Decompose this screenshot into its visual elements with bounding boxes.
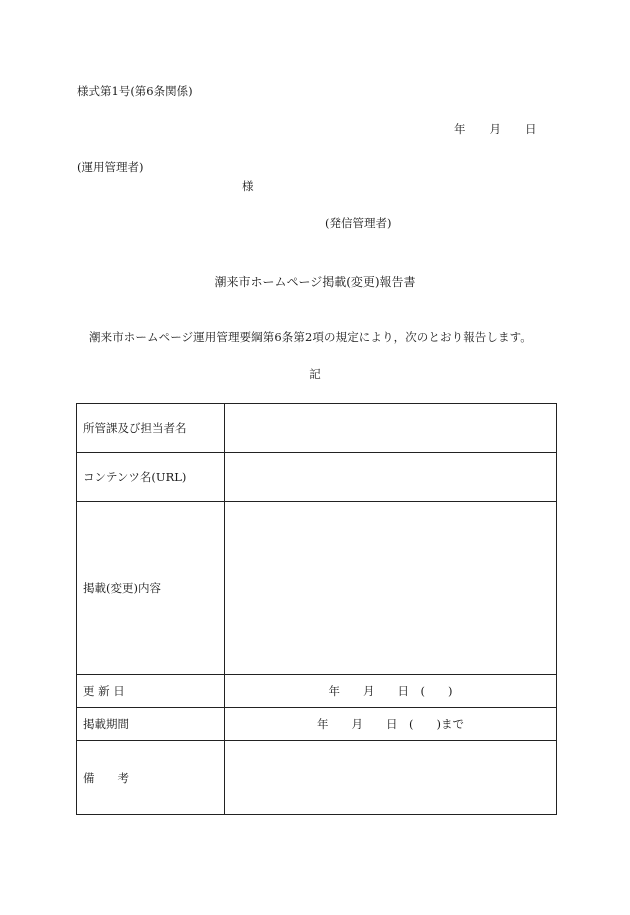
value-department-contact: [225, 404, 557, 453]
value-posting-period: 年 月 日 ( )まで: [225, 708, 557, 741]
document-title: 潮来市ホームページ掲載(変更)報告書: [214, 275, 416, 289]
date-month: 月: [489, 122, 501, 136]
date-day: 日: [525, 122, 537, 136]
intro-text: 潮来市ホームページ運用管理要綱第6条第2項の規定により，次のとおり報告します。: [89, 330, 532, 344]
honorific: 様: [242, 179, 254, 193]
label-content-details: 掲載(変更)内容: [77, 502, 225, 675]
table-row-posting-period: [77, 708, 557, 741]
value-remarks: [225, 741, 557, 815]
label-content-name: コンテンツ名(URL): [77, 453, 225, 502]
recipient-label: (運用管理者): [77, 160, 144, 174]
table-row-remarks: [77, 741, 557, 815]
value-update-date: 年 月 日 ( ): [225, 675, 557, 708]
table-row-content-details: [77, 502, 557, 675]
value-content-details: [225, 502, 557, 675]
label-update-date: 更 新 日: [77, 675, 225, 708]
label-posting-period: 掲載期間: [77, 708, 225, 741]
date-year: 年: [454, 122, 466, 136]
date-line: [454, 124, 537, 136]
sender-label: (発信管理者): [325, 216, 392, 230]
table-row-department: [77, 404, 557, 453]
form-number: 様式第1号(第6条関係): [77, 84, 193, 98]
table-row-content-name: [77, 453, 557, 502]
ki-heading: 記: [309, 367, 321, 381]
report-table: [76, 403, 557, 815]
label-remarks: 備 考: [77, 741, 225, 815]
table-row-update-date: [77, 675, 557, 708]
label-department-contact: 所管課及び担当者名: [77, 404, 225, 453]
value-content-name: [225, 453, 557, 502]
